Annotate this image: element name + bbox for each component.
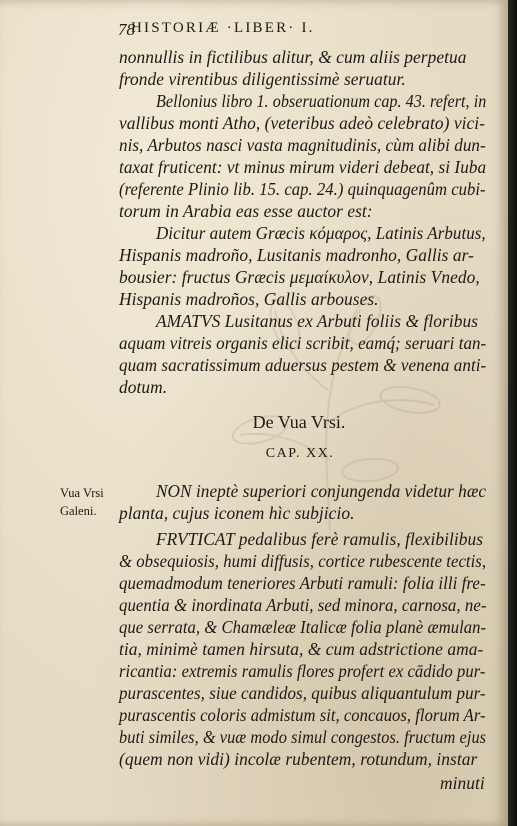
body-line: Hispanis madroño, Lusitanis madronho, Gallis ar- xyxy=(119,245,474,265)
margin-note-line: Galeni. xyxy=(60,504,97,518)
chapter-line: planta, cujus iconem hìc subjicio. xyxy=(119,503,355,523)
body-line: vallibus monti Atho, (veteribus adeò celebrato) vici- xyxy=(119,113,485,133)
chapter-line: buti similes, & vuæ modo simul congestos. fructum ejus xyxy=(119,727,487,747)
running-title: HISTORIÆ ·LIBER· I. xyxy=(131,20,315,36)
chapter-line: ricantia: extremis ramulis flores profert ex cādido pur- xyxy=(119,661,486,681)
body-line: Bellonius libro 1. obseruationum cap. 43. refert, in xyxy=(156,91,487,111)
chapter-line: que serrata, & Chamæleæ Italicæ folia planè æmulan- xyxy=(119,617,487,637)
body-line: aquam vitreis organis elici scribit, eamq́; seruari tan- xyxy=(119,333,487,353)
body-line: taxat fruticent: vt minus mirum videri debeat, si Iuba xyxy=(119,157,487,177)
page-number: 78 xyxy=(118,20,135,39)
body-line: (referente Plinio lib. 15. cap. 24.) quinquagenûm cubi- xyxy=(119,179,486,199)
margin-note-line: Vua Vrsi xyxy=(60,486,104,500)
chapter-line: & obsequiosis, humi diffusis, cortice rubescente tectis, xyxy=(119,551,487,571)
book-binding-edge xyxy=(508,0,517,826)
body-line: dotum. xyxy=(119,377,168,397)
body-line: Hispanis madroños, Gallis arbouses. xyxy=(119,289,379,309)
chapter-heading: CAP. XX. xyxy=(265,446,335,461)
body-line: nis, Arbutos nasci vasta magnitudinis, cùm alibi dun- xyxy=(119,135,486,155)
chapter-line: (quem non vidi) incolæ rubentem, rotundum, instar xyxy=(119,749,478,769)
body-line: Dicitur autem Græcis κόμαρος, Latinis Arbutus, xyxy=(156,223,486,243)
body-line: bousier: fructus Græcis μεμαίκυλον, Latinis Vnedo, xyxy=(119,267,480,287)
chapter-line: purascentis coloris admistum sit, concauos, florum Ar- xyxy=(119,705,486,725)
body-line: fronde virentibus diligentissimè seruatur. xyxy=(119,69,406,89)
chapter-line: NON ineptè superiori conjungenda videtur hæc xyxy=(156,481,487,501)
body-line: quam sacratissimum aduersus pestem & venena anti- xyxy=(119,355,487,375)
chapter-line: quentia & inordinata Arbuti, sed minora, carnosa, ne- xyxy=(119,595,487,615)
body-line: AMATVS Lusitanus ex Arbuti foliis & floribus xyxy=(156,311,479,331)
chapter-line: FRVTICAT pedalibus ferè ramulis, flexibilibus xyxy=(156,529,484,549)
catchword: minuti xyxy=(440,773,485,793)
chapter-line: quemadmodum teneriores Arbuti ramuli: folia illi fre- xyxy=(119,573,486,593)
chapter-line: purascentes, siue candidos, quibus aliquantulum pur- xyxy=(119,683,486,703)
body-line: torum in Arabia eas esse auctor est: xyxy=(119,201,373,221)
section-title: De Vua Vrsi. xyxy=(252,412,346,432)
chapter-line: tia, minimè tamen hirsuta, & cum adstrictione ama- xyxy=(119,639,484,659)
body-line: nonnullis in fictilibus alitur, & cum aliis perpetua xyxy=(119,47,467,67)
